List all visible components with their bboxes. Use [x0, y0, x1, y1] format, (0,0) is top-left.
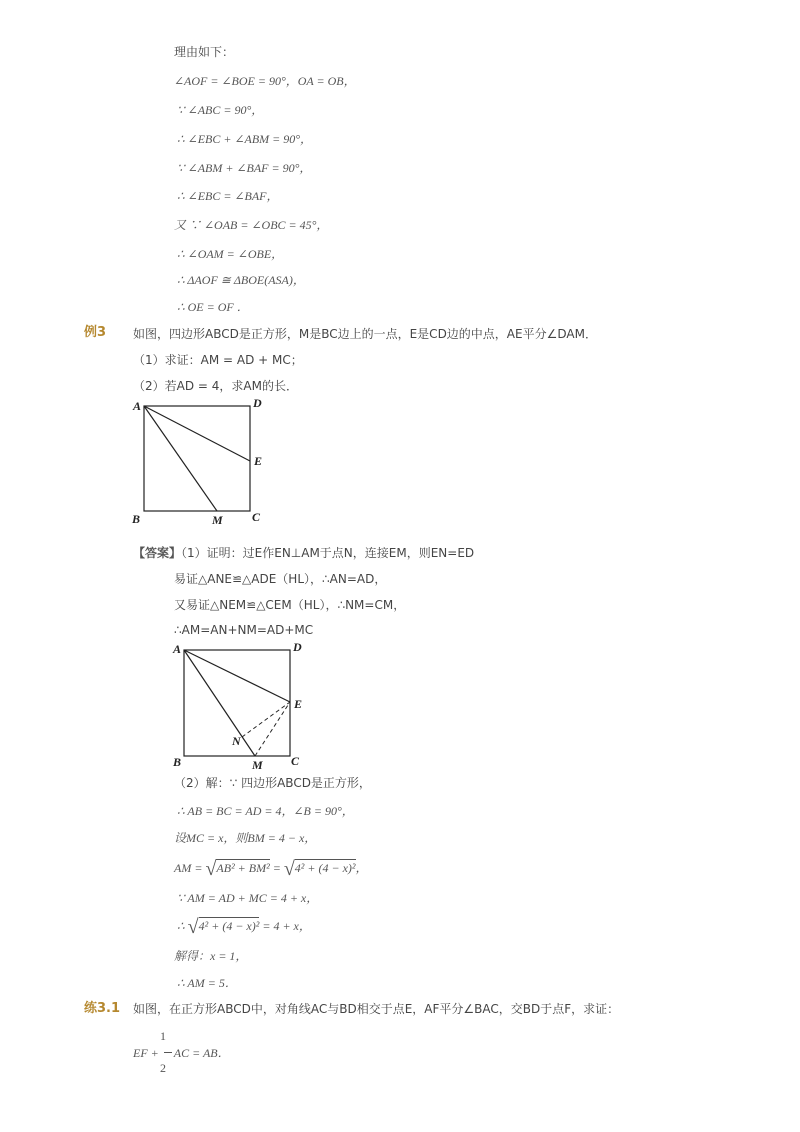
radicand-1: AB² + BM² — [216, 861, 270, 875]
comma: ， — [355, 861, 368, 875]
reason-line-5: ∴ ∠EBC = ∠BAF， — [177, 189, 279, 203]
part1-line-3: 又易证△NEM≌△CEM（HL），∴NM=CM， — [174, 598, 406, 612]
example3-problem: 如图，四边形ABCD是正方形，M是BC边上的一点，E是CD边的中点，AE平分∠DAM． — [133, 327, 597, 341]
sqrt-icon: √ — [187, 916, 199, 938]
fig1-label-m: M — [212, 513, 223, 527]
square-figure-2 — [170, 640, 310, 770]
reason-line-3: ∴ ∠EBC + ∠ABM = 90°， — [177, 132, 313, 146]
reason-line-9: ∴ OE = OF ． — [177, 300, 249, 314]
fig2-label-a: A — [173, 642, 182, 656]
reason-line-8: ∴ ΔAOF ≅ ΔBOE(ASA)， — [177, 273, 305, 287]
reason-line-4: ∵ ∠ABM + ∠BAF = 90°， — [177, 161, 312, 175]
fig2-label-c: C — [291, 754, 300, 768]
part2-line-1: （2）解：∵ 四边形ABCD是正方形， — [174, 776, 371, 790]
practice-label: 练3.1 — [84, 1001, 121, 1016]
answer-tag: 【答案】 — [133, 546, 182, 560]
eq-post: AC = AB． — [173, 1046, 230, 1060]
fig1-label-e: E — [254, 454, 263, 468]
fig2-label-b: B — [173, 755, 182, 769]
fig2-label-e: E — [294, 697, 303, 711]
am-label: AM = — [174, 861, 203, 875]
part1-line-2: 易证△ANE≌△ADE（HL），∴AN=AD， — [174, 572, 387, 586]
example3-question-1: （1）求证：AM = AD + MC； — [133, 353, 303, 367]
sqrt-icon: √ — [205, 858, 217, 880]
fraction-denominator: 2 — [160, 1061, 166, 1075]
part2-line-3: 设MC = x，则BM = 4 − x， — [174, 831, 317, 845]
equals-sign: = — [272, 861, 281, 875]
reason-line-6: 又 ∵ ∠OAB = ∠OBC = 45°， — [174, 218, 329, 232]
part2-line-2: ∴ AB = BC = AD = 4，∠B = 90°， — [177, 804, 354, 818]
part2-line-7: 解得：x = 1， — [174, 949, 248, 963]
eq-pre: EF + — [133, 1046, 162, 1060]
practice-text: 如图，在正方形ABCD中，对角线AC与BD相交于点E，AF平分∠BAC，交BD于点F，求证： — [133, 1002, 620, 1016]
fraction-bar — [164, 1052, 172, 1053]
square-figure-1 — [130, 396, 270, 526]
therefore-sign: ∴ — [177, 919, 185, 933]
reason-line-7: ∴ ∠OAM = ∠OBE， — [177, 247, 284, 261]
part2-line-8: ∴ AM = 5． — [177, 976, 237, 990]
part2-line-6 — [177, 916, 311, 938]
part1-line-4: ∴AM=AN+NM=AD+MC — [174, 623, 314, 637]
part1-line-1: （1）证明：过E作EN⊥AM于点N，连接EM，则EN=ED — [181, 546, 475, 560]
reason-line-2: ∵ ∠ABC = 90°， — [177, 103, 264, 117]
radicand-3: 4² + (4 − x)² — [198, 919, 260, 933]
fig2-label-d: D — [293, 640, 302, 654]
practice-equation — [133, 1045, 230, 1061]
radicand-2: 4² + (4 − x)² — [294, 861, 356, 875]
fig1-label-c: C — [252, 510, 261, 524]
fig2-label-m: M — [252, 758, 263, 772]
part2-line-4 — [174, 858, 368, 880]
rhs: = 4 + x， — [262, 919, 311, 933]
part2-line-5: ∵ AM = AD + MC = 4 + x， — [177, 891, 319, 905]
sqrt-icon: √ — [283, 858, 295, 880]
fig2-label-n: N — [232, 734, 241, 748]
reason-line-1: ∠AOF = ∠BOE = 90°，OA = OB， — [174, 74, 356, 88]
fig1-label-a: A — [133, 399, 142, 413]
fraction-numerator: 1 — [160, 1029, 166, 1043]
reason-heading: 理由如下： — [174, 45, 235, 59]
example3-label: 例3 — [84, 325, 107, 340]
example3-question-2: （2）若AD = 4，求AM的长． — [133, 379, 298, 393]
fig1-label-b: B — [132, 512, 141, 526]
fig1-label-d: D — [253, 396, 262, 410]
